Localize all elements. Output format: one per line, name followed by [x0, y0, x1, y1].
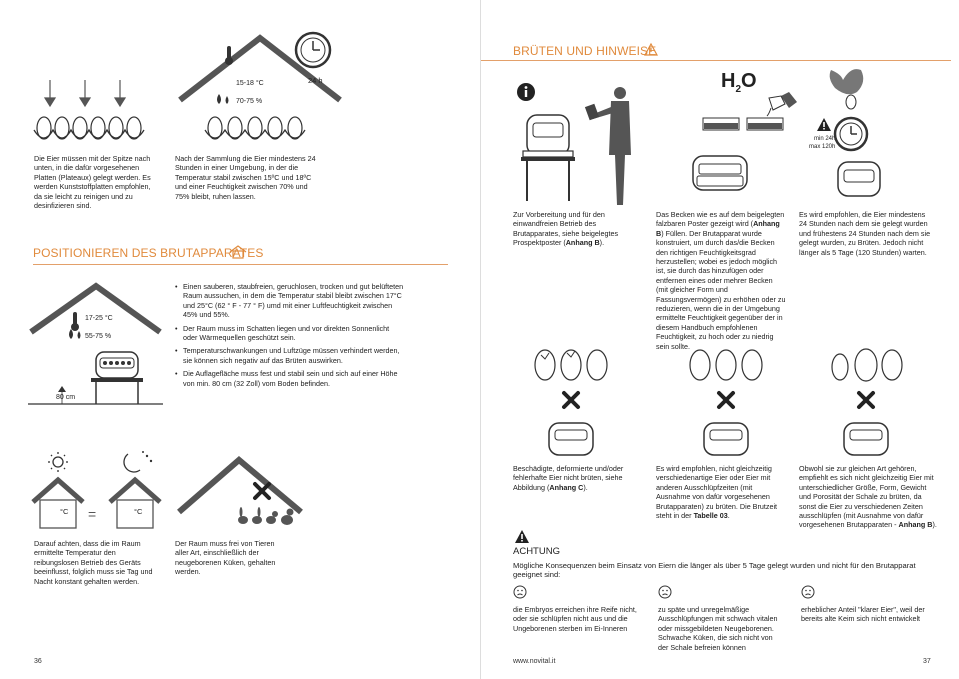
damaged-eggs-illustration	[531, 345, 611, 460]
table-03-ref: Tabelle 03	[693, 511, 728, 521]
constant-temp-text: Darauf achten, dass die im Raum ermittelte Temperatur den reibungslosen Betrieb des Geräts beeinflusst, folglich muss sie Tag und Nacht konstant gehalten werden.	[34, 539, 153, 586]
consequence-3: erheblicher Anteil "klarer Eier", weil der bereits alte Keim sich nicht entwickelt	[801, 605, 925, 624]
page-number-right: 37	[923, 658, 931, 665]
page-title: BRÜTEN UND HINWEISE	[513, 44, 657, 58]
storage-duration: 24 h	[308, 76, 323, 85]
mixed-eggs-text: Es wird empfohlen, nicht gleichzeitig verschiedenartige Eier oder Eier mit anderen Ausschlüpfzeiten (mit Ausnahme von dafür vorgesehenen Brutapparaten) zu brüten. Die Brutzeit steht in der Tabelle 03.	[656, 464, 778, 521]
bullet-item: • Temperaturschwankungen und Luftzüge müssen verhindert werden, sie können sich negativ auf das Brüten auswirken.	[175, 346, 405, 365]
warning-icon	[817, 118, 831, 131]
warning-icon-achtung	[515, 530, 529, 543]
water-basin-illustration	[693, 88, 821, 198]
section-divider	[33, 264, 448, 265]
clock-icon	[293, 30, 333, 70]
appendix-b-ref-3: Anhang B	[898, 520, 933, 530]
egg-rest-text: Nach der Sammlung die Eier mindestens 24 Stunden in einer Umgebung, in der die Temperatur stabil zwischen 15ºC und 18ºC und einer Feuchtigkeit zwischen 70% und 75% bleibt, ruhen lassen.	[175, 154, 316, 201]
preparation-text: Zur Vorbereitung und für den einwandfreien Betrieb des Brutapparates, siehe beigelegtes Prospektposter (Anhang B).	[513, 210, 619, 248]
night-temp-label: °C	[134, 507, 143, 516]
achtung-title: ACHTUNG	[513, 546, 560, 557]
appendix-b-ref: Anhang B	[565, 238, 600, 248]
mixed-eggs-illustration	[686, 345, 766, 460]
storage-temp: 15-18 °C	[236, 80, 264, 87]
storage-humidity: 70-75 %	[236, 98, 263, 105]
bullet-item: • Die Auflagefläche muss fest und stabil sein und sich auf einer Höhe von min. 80 cm (32 Zoll) vom Boden befinden.	[175, 369, 405, 388]
sad-face-icon	[658, 585, 672, 599]
h2o-label: $H_2O$	[721, 70, 757, 95]
egg-placement-text: Die Eier müssen mit der Spitze nach unten, in die dafür vorgesehenen Platten (Plateaux) gelegt werden. Es werden Kunststoffplatten empfohlen, da sie leicht zu reinigen und zu desinfizieren sind.	[34, 154, 151, 211]
appendix-b-ref-2: Anhang B	[656, 219, 780, 238]
positioning-bullets	[175, 282, 405, 392]
sad-face-icon	[801, 585, 815, 599]
section-title-positioning: POSITIONIEREN DES BRUTAPPARATES	[33, 246, 264, 260]
min-height-label: 80 cm	[56, 394, 76, 401]
hen-egg-illustration	[821, 60, 881, 110]
damaged-eggs-text: Beschädigte, deformierte und/oder fehlerhafte Eier nicht brüten, siehe Abbildung (Anhang C).	[513, 464, 624, 492]
no-animals-text: Der Raum muss frei von Tieren aller Art, einschließlich der neugeborenen Küken, gehalten werden.	[175, 539, 276, 577]
incubation-timing-text: Es wird empfohlen, die Eier mindestens 24 Stunden nach dem sie gelegt wurden und frühestens 24 Stunden nach dem sie gelegt wurden, zu Brüten. Jedoch nicht länger als 5 Tage (120 Stunden) warten.	[799, 210, 931, 257]
room-humidity: 55-75 %	[85, 333, 112, 340]
consequence-2: zu späte und unregelmäßige Ausschlüpfungen mit schwach vitalen oder missgebildeten Neugeborenen. Schwache Küken, die sich nicht von der Schale befreien können	[658, 605, 778, 652]
consequence-1: die Embryos erreichen ihre Reife nicht, oder sie schlüpfen nicht aus und die Ungeborenen sterben im Ei-Inneren	[513, 605, 637, 633]
sad-face-icon	[513, 585, 527, 599]
basin-fill-text: Das Becken wie es auf dem beigelegten falzbaren Poster gezeigt wird (Anhang B) Füllen. Der Brutapparat wurde konstruiert, um durch das/die Becken den richtigen Feuchtigkeitsgrad herzustellen; wobei es jedoch möglich ist, sie durch das hinzufügen oder entfernen eines oder mehrer Becken (mit gleicher Form und Fassungsvermögen) zu erhöhen oder zu reduzieren, wenn die in der Umgebung ermittelte Feuchtigkeit gegenüber der in diesem Handbuch empfohlenen Feuchtigkeit, zu hoch oder zu niedrig sein sollte.	[656, 210, 786, 351]
page-number-left: 36	[34, 658, 42, 665]
thermometer-icon	[224, 46, 234, 66]
equals-sign: =	[88, 506, 97, 522]
no-animals-illustration	[175, 452, 305, 532]
bullet-item: • Der Raum muss im Schatten liegen und vor direkten Sonnenlicht oder Wärmequellen geschützt sein.	[175, 324, 405, 343]
room-incubator-illustration	[28, 282, 163, 410]
right-page	[480, 0, 959, 679]
humidity-drops-icon-2	[66, 328, 84, 342]
different-eggs-text: Obwohl sie zur gleichen Art gehören, empfiehlt es sich nicht gleichzeitig Eier mit unterschiedlicher Größe, Form, Gewicht und Porosität der Schale zu brüten, da sonst die Eier zu verschiedenen Zeiten ausschlüpfen (mit Ausnahme von dafür vorgesehenen Brutapparaten - Anhang B).	[799, 464, 937, 530]
achtung-text: Mögliche Konsequenzen beim Einsatz von Eiern die länger als über 5 Tage gelegt wurden und nicht für den Brutapparat geeignet sind:	[513, 561, 916, 580]
max-days: max 120h	[809, 144, 836, 150]
left-page	[0, 0, 479, 679]
incubator-icon-right	[836, 158, 882, 200]
clock-icon-right	[833, 116, 869, 152]
footer-url[interactable]: www.novital.it	[513, 658, 556, 665]
appendix-c-ref: Anhang C	[549, 482, 584, 492]
eggs-tray-illustration	[30, 78, 150, 148]
room-temp: 17-25 °C	[85, 315, 113, 322]
humidity-drops-icon	[214, 93, 232, 107]
day-temp-label: °C	[60, 507, 69, 516]
min-days: min 24h	[814, 136, 836, 142]
different-size-eggs-illustration	[826, 345, 906, 460]
home-icon	[229, 245, 247, 259]
warning-icon-orange	[644, 43, 658, 56]
day-night-illustration	[30, 452, 170, 532]
bullet-item: • Einen sauberen, staubfreien, geruchlosen, trocken und gut belüfteten Raum aussuchen, in dem die Temperatur stabil bleibt zwischen 17°C und 25°C (62 ° F - 77 ° F) umd mit einer Luftfeuchtigkeit zwischen 45% und 55%.	[175, 282, 405, 320]
